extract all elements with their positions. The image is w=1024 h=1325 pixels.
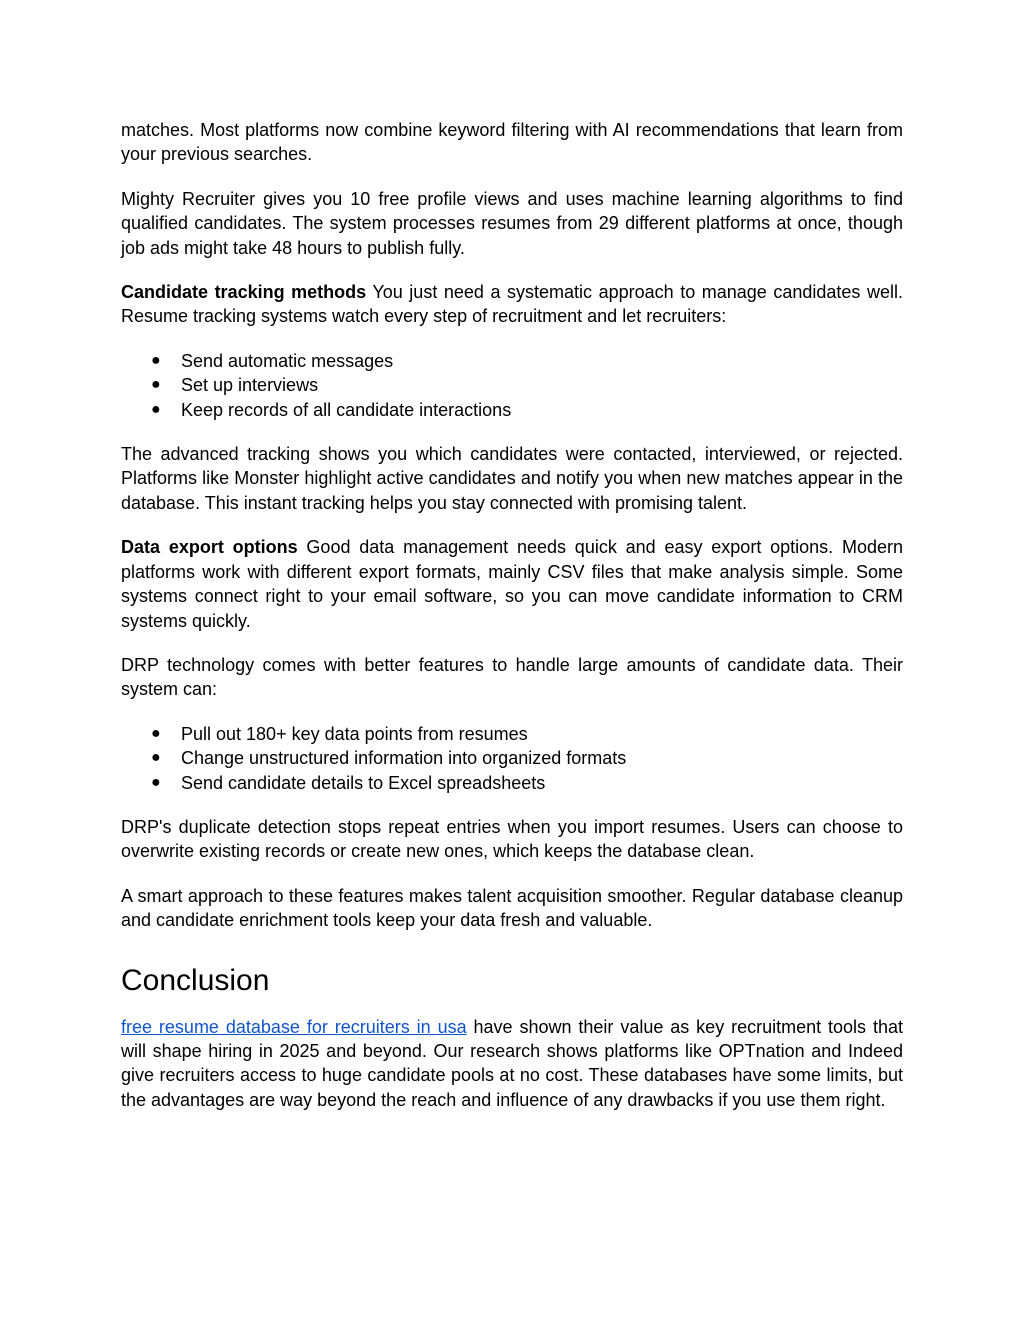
- subheading-candidate-tracking: Candidate tracking methods: [121, 282, 367, 303]
- list-item-text: Keep records of all candidate interactions: [181, 399, 512, 420]
- bullet-icon: ●: [151, 400, 161, 418]
- document-page: [121, 118, 903, 1112]
- paragraph-conclusion-text: have shown their value as key recruitment tools that will shape hiring in 2025 and beyond. Our research shows platforms like OPTnation and Indeed give recruiters access to huge candidate pools at no cost. These databases have some limits, but the advantages are way beyond the reach and influence of any drawbacks if you use them right.: [121, 1016, 903, 1110]
- list-item-text: Pull out 180+ key data points from resumes: [181, 723, 528, 744]
- bullet-list-tracking-features: [121, 349, 903, 422]
- paragraph-conclusion: [121, 1015, 903, 1113]
- bullet-list-drp-features: [121, 722, 903, 795]
- bullet-icon: ●: [151, 724, 161, 742]
- paragraph-drp-technology: DRP technology comes with better features to handle large amounts of candidate data. Their system can:: [121, 654, 903, 700]
- paragraph-duplicate-detection: DRP's duplicate detection stops repeat entries when you import resumes. Users can choose to overwrite existing records or create new ones, which keeps the database clean.: [121, 816, 903, 862]
- list-item-text: Send automatic messages: [181, 350, 394, 371]
- paragraph-mighty-recruiter: Mighty Recruiter gives you 10 free profile views and uses machine learning algorithms to find qualified candidates. The system processes resumes from 29 different platforms at once, though job ads might take 48 hours to publish fully.: [121, 188, 903, 258]
- paragraph-data-export: [121, 535, 903, 633]
- list-item: [121, 349, 903, 373]
- paragraph-platform-matches: matches. Most platforms now combine keyword filtering with AI recommendations that learn from your previous searches.: [121, 120, 903, 165]
- list-item: [121, 722, 903, 746]
- subheading-data-export: Data export options: [121, 537, 298, 558]
- list-item-text: Change unstructured information into organized formats: [181, 748, 627, 769]
- paragraph-candidate-tracking-text: You just need a systematic approach to manage candidates well. Resume tracking systems watch every step of recruitment and let recruiters:: [121, 282, 903, 327]
- paragraph-smart-approach: A smart approach to these features makes talent acquisition smoother. Regular database cleanup and candidate enrichment tools keep your data fresh and valuable.: [121, 885, 903, 931]
- paragraph-advanced-tracking: The advanced tracking shows you which candidates were contacted, interviewed, or rejected. Platforms like Monster highlight active candidates and notify you when new matches appear in the database. This instant tracking helps you stay connected with promising talent.: [121, 444, 903, 513]
- paragraph-data-export-text: Good data management needs quick and easy export options. Modern platforms work with different export formats, mainly CSV files that make analysis simple. Some systems connect right to your email software, so you can move candidate information to CRM systems quickly.: [121, 537, 903, 631]
- list-item-text: Set up interviews: [181, 375, 319, 396]
- bullet-icon: ●: [151, 376, 161, 394]
- list-item: [121, 771, 903, 795]
- list-item-text: Send candidate details to Excel spreadsheets: [181, 772, 546, 793]
- list-item: [121, 398, 903, 422]
- resume-database-link[interactable]: free resume database for recruiters in usa: [121, 1016, 467, 1037]
- heading-conclusion: Conclusion: [121, 963, 270, 997]
- list-item: [121, 373, 903, 397]
- bullet-icon: ●: [151, 749, 161, 767]
- bullet-icon: ●: [151, 773, 161, 791]
- bullet-icon: ●: [151, 351, 161, 369]
- paragraph-candidate-tracking: [121, 280, 903, 329]
- list-item: [121, 746, 903, 770]
